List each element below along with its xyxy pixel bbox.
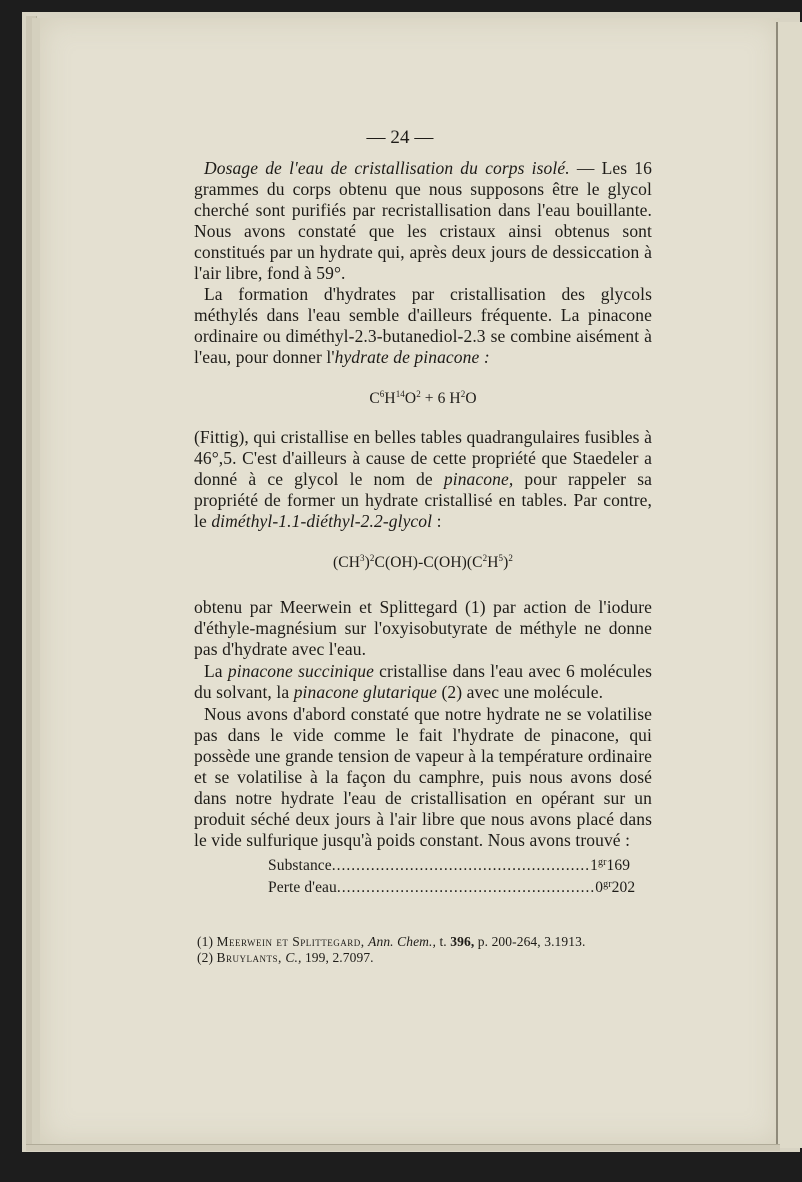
italic-term: diméthyl-1.1-diéthyl-2.2-glycol bbox=[211, 511, 433, 531]
paragraph-hydrates bbox=[194, 284, 652, 368]
paragraph-succinique: La pinacone succinique cristallise dans l'eau avec 6 molécules du solvant, la pinacone glutarique (2) avec une molécule. bbox=[194, 661, 652, 702]
row-label: Perte d'eau bbox=[268, 879, 337, 896]
paragraph-meerwein bbox=[194, 597, 652, 660]
paragraph-text: La formation d'hydrates par cristallisation des glycols méthylés dans l'eau semble d'ailleurs fréquente. La pinacone ordinaire ou diméthyl-2.3-butanediol-2.3 se combine aisément à l'eau, pour donner l' bbox=[194, 284, 652, 367]
paragraph-text: Nous avons d'abord constaté que notre hydrate ne se volatilise pas dans le vide comme le fait l'hydrate de pinacone, qui possède une grande tension de vapeur à la température ordinaire et se volatilise à la façon du camphre, puis nous avons dosé dans notre hydrate l'eau de cristallisation en opérant sur un produit séché deux jours à l'air libre que nous avons placé dans le vide sulfurique jusqu'à poids constant. Nous avons trouvé : bbox=[194, 704, 652, 850]
facing-page-edge bbox=[776, 22, 802, 1148]
formula-pinacone-hydrate: $C^6H^{14}O^2 + 6$ $H^2O$ bbox=[369, 389, 477, 407]
footnote: (1) Meerwein et Splittegard, Ann. Chem., t. 396, p. 200-264, 3.1913. bbox=[197, 934, 586, 949]
paragraph-dosage bbox=[194, 158, 652, 284]
paragraph-volatilise bbox=[194, 704, 652, 851]
paragraph-fittig: (Fittig), qui cristallise en belles tables quadrangulaires fusibles à 46°,5. C'est d'ailleurs à cause de cette propriété que Staedeler a donné à ce glycol le nom de pinacone, pour rappeler sa propriété de former un hydrate cristallisé en tables. Par contre, le diméthyl-1.1-diéthyl-2.2-glycol : bbox=[194, 427, 652, 531]
table-row: Substance ..................................................... $1^{gr}169$ bbox=[268, 855, 568, 877]
italic-term: pinacone, bbox=[443, 469, 514, 489]
paragraph-text: obtenu par Meerwein et Splittegard (1) par action de l'iodure d'éthyle-magnésium sur l'oxyisobutyrate de méthyle ne donne pas d'hydrate avec l'eau. bbox=[194, 597, 652, 659]
paragraph-text: — Les 16 grammes du corps obtenu que nous supposons être le glycol cherché sont purifiés par recristallisation dans l'eau bouillante. Nous avons constaté que les cristaux ainsi obtenus sont constitués par un hydrate qui, après deux jours de dessiccation à l'air libre, fond à 59°. bbox=[194, 158, 653, 283]
italic-term: pinacone succinique bbox=[227, 661, 374, 681]
italic-term: hydrate de pinacone : bbox=[334, 347, 490, 367]
section-heading: Dosage de l'eau de cristallisation du corps isolé. bbox=[204, 158, 570, 178]
italic-term: pinacone glutarique bbox=[293, 682, 438, 702]
results-table bbox=[268, 855, 636, 899]
page-bottom-edge bbox=[26, 1144, 780, 1151]
footnote: (2) Bruylants, C., 199, 2.7097. bbox=[197, 950, 374, 965]
footnotes bbox=[197, 934, 637, 966]
formula-glycol: $(CH^3)^2C(OH)-C(OH)(C^2H^5)^2$ bbox=[333, 553, 513, 571]
row-value: $0^{gr}202$ bbox=[595, 879, 636, 896]
row-label: Substance bbox=[268, 857, 332, 874]
table-row: Perte d'eau ..................................................... $0^{gr}202$ bbox=[268, 877, 568, 899]
row-value: $1^{gr}169$ bbox=[590, 857, 631, 874]
page-number: — 24 — bbox=[366, 127, 434, 148]
